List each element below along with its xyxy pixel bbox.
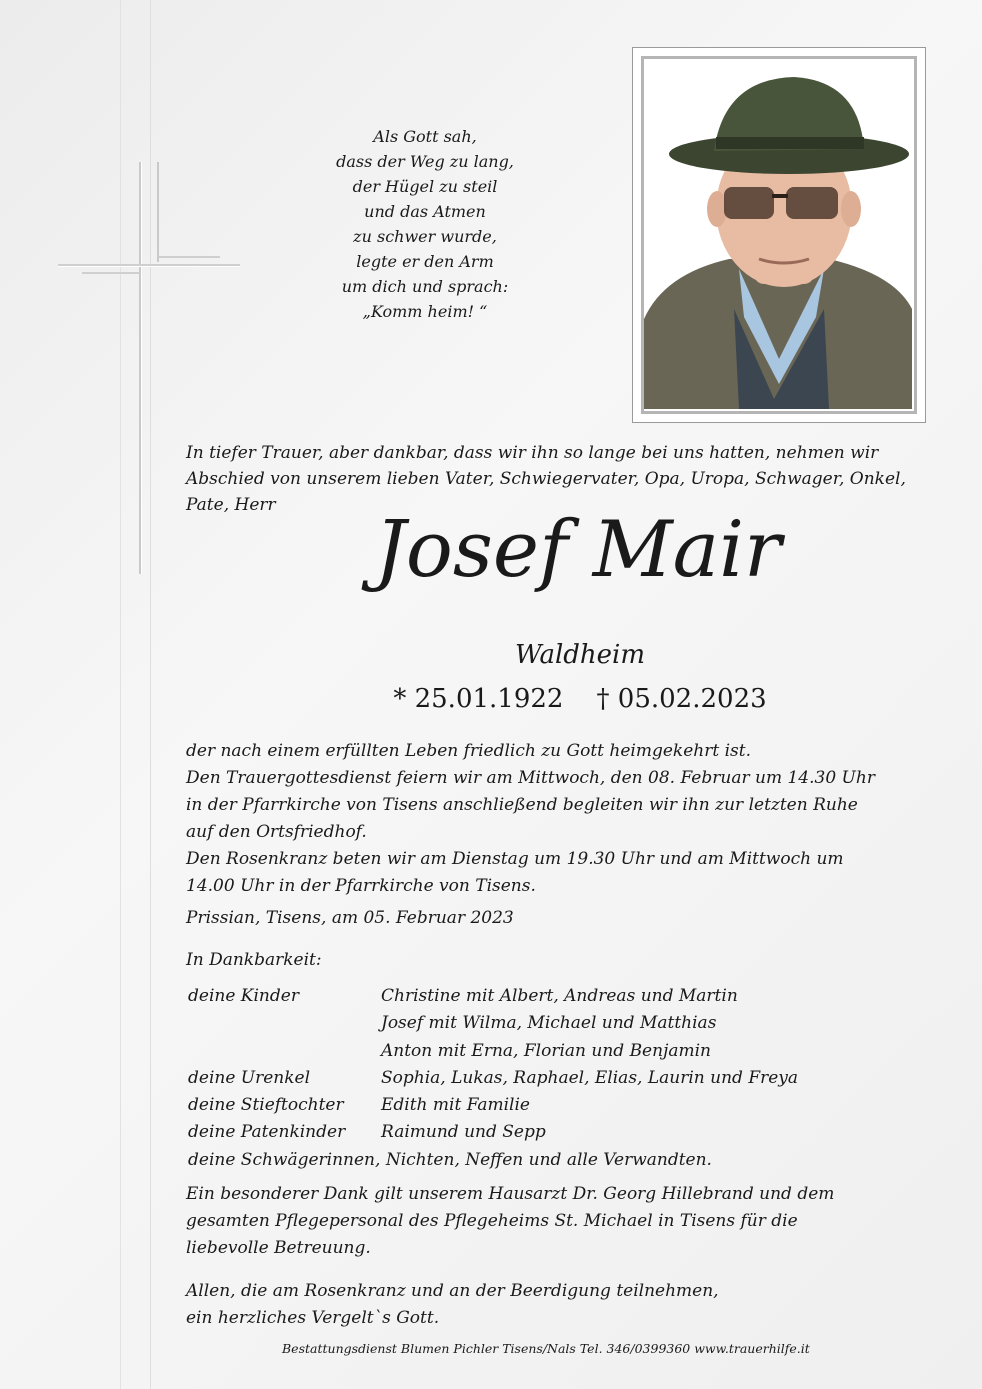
closing-line: liebevolle Betreuung. [186,1238,371,1258]
closing-thanks [186,1181,926,1262]
family-relation: deine Schwägerinnen, Nichten, Neffen und alle Verwandten. [188,1149,712,1170]
place-date: Prissian, Tisens, am 05. Februar 2023 [186,908,514,928]
deceased-name: Josef Mair [374,505,782,595]
family-relation: deine Patenkinder [188,1122,346,1143]
body-line: in der Pfarrkirche von Tisens anschließend begleiten wir ihn zur letzten Ruhe [186,795,858,815]
intro-line: Abschied von unserem lieben Vater, Schwiegervater, Opa, Uropa, Schwager, Onkel, [186,469,906,489]
intro-line: In tiefer Trauer, aber dankbar, dass wir ihn so lange bei uns hatten, nehmen wir [186,443,879,463]
poem-line: Als Gott sah, [373,127,477,146]
deceased-place: Waldheim [514,640,646,670]
poem-line: und das Atmen [364,202,486,221]
family-names: Christine mit Albert, Andreas und Martin [381,986,738,1006]
family-names: Josef mit Wilma, Michael und Matthias [381,1013,717,1034]
portrait-illustration [644,59,912,409]
announcement-text [186,738,926,900]
poem-line: um dich und sprach: [341,277,509,296]
poem [300,124,550,324]
family-relation: deine Urenkel [188,1067,311,1088]
closing-line: Ein besonderer Dank gilt unserem Hausarzt Dr. Georg Hillebrand und dem [186,1184,835,1204]
body-line: der nach einem erfüllten Leben friedlich zu Gott heimgekehrt ist. [186,741,751,761]
poem-line: dass der Weg zu lang, [336,152,514,171]
family-names: Raimund und Sepp [381,1122,546,1143]
body-line: Den Trauergottesdienst feiern wir am Mittwoch, den 08. Februar um 14.30 Uhr [186,768,875,788]
footer-contact: Bestattungsdienst Blumen Pichler Tisens/Nals Tel. 346/0399360 www.trauerhilfe.it [282,1341,810,1356]
poem-line: der Hügel zu steil [352,177,498,196]
guide-line-right [150,0,151,1389]
thanks-heading: In Dankbarkeit: [186,950,322,970]
family-names: Anton mit Erna, Florian und Benjamin [381,1040,711,1061]
body-line: auf den Ortsfriedhof. [186,822,367,842]
closing-line: ein herzliches Vergelt`s Gott. [186,1308,440,1328]
family-names: Sophia, Lukas, Raphael, Elias, Laurin und Freya [381,1067,799,1088]
body-line: Den Rosenkranz beten wir am Dienstag um 19.30 Uhr und am Mittwoch um [186,849,844,869]
portrait-photo [641,56,917,414]
poem-line: „Komm heim! “ [362,302,488,321]
life-dates: * 25.01.1922 † 05.02.2023 [393,684,767,714]
guide-line-left [120,0,121,1389]
closing-line: gesamten Pflegepersonal des Pflegeheims St. Michael in Tisens für die [186,1211,798,1231]
closing-line: Allen, die am Rosenkranz und an der Beerdigung teilnehmen, [186,1281,719,1301]
family-names: Edith mit Familie [381,1095,530,1116]
portrait-frame [632,47,926,423]
closing-farewell [186,1278,719,1332]
poem-line: zu schwer wurde, [353,227,497,246]
poem-line: legte er den Arm [356,252,494,271]
intro-line: Pate, Herr [186,495,276,515]
body-line: 14.00 Uhr in der Pfarrkirche von Tisens. [186,876,536,896]
family-relation: deine Stieftochter [188,1095,344,1116]
family-relation: deine Kinder [188,986,299,1006]
